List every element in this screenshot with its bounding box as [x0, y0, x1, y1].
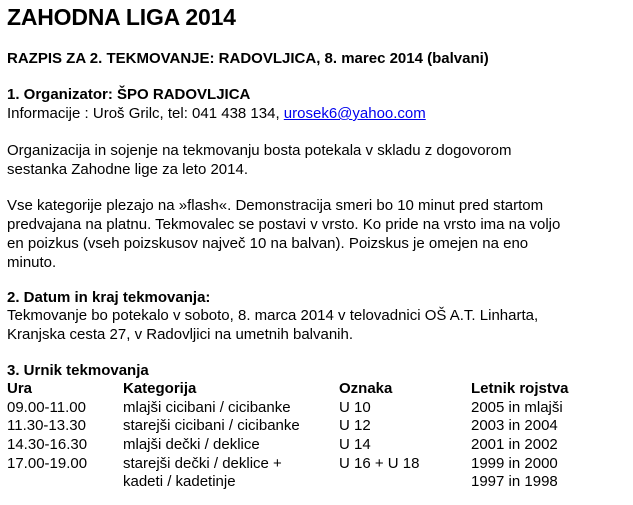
cell-birth-year: 2003 in 2004 — [471, 417, 558, 434]
cell-birth-year: 2005 in mlajši — [471, 399, 563, 416]
paragraph-rules-line-3: en poizkus (vseh poizskusov največ 10 na balvan). Poizskus je omejen na eno — [7, 235, 529, 252]
date-place-line-2: Kranjska cesta 27, v Radovljici na umetnih balvanih. — [7, 326, 354, 343]
section3-heading: 3. Urnik tekmovanja — [7, 362, 149, 379]
cell-time: 17.00-19.00 — [7, 455, 88, 472]
cell-time: 14.30-16.30 — [7, 436, 88, 453]
contact-info-text: Informacije : Uroš Grilc, tel: 041 438 134, — [7, 105, 284, 122]
column-header-birth-year: Letnik rojstva — [471, 380, 569, 397]
cell-category: mlajši cicibani / cicibanke — [123, 399, 291, 416]
cell-code: U 16 + U 18 — [339, 455, 420, 472]
section2-heading: 2. Datum in kraj tekmovanja: — [7, 289, 211, 306]
cell-code: U 10 — [339, 399, 371, 416]
column-header-time: Ura — [7, 380, 33, 397]
section1-heading: 1. Organizator: ŠPO RADOVLJICA — [7, 86, 251, 103]
cell-code: U 14 — [339, 436, 371, 453]
contact-info — [7, 104, 426, 123]
column-header-category: Kategorija — [123, 380, 197, 397]
date-place-line-1: Tekmovanje bo potekalo v soboto, 8. marca 2014 v telovadnici OŠ A.T. Linharta, — [7, 307, 539, 324]
paragraph-rules-line-1: Vse kategorije plezajo na »flash«. Demonstracija smeri bo 10 minut pred startom — [7, 197, 544, 214]
cell-category: starejši cicibani / cicibanke — [123, 417, 300, 434]
cell-birth-year: 1997 in 1998 — [471, 473, 558, 490]
cell-category: mlajši dečki / deklice — [123, 436, 260, 453]
paragraph-organisation-line-2: sestanka Zahodne lige za leto 2014. — [7, 161, 249, 178]
document-title: ZAHODNA LIGA 2014 — [7, 4, 236, 30]
paragraph-rules-line-4: minuto. — [7, 254, 57, 271]
cell-category: starejši dečki / deklice + — [123, 455, 282, 472]
column-header-code: Oznaka — [339, 380, 393, 397]
document-subtitle: RAZPIS ZA 2. TEKMOVANJE: RADOVLJICA, 8. marec 2014 (balvani) — [7, 50, 489, 67]
paragraph-rules-line-2: predvajana na platnu. Tekmovalec se postavi v vrsto. Ko pride na vrsto ima na voljo — [7, 216, 561, 233]
cell-birth-year: 2001 in 2002 — [471, 436, 558, 453]
email-link[interactable]: urosek6@yahoo.com — [283, 105, 426, 122]
paragraph-organisation-line-1: Organizacija in sojenje na tekmovanju bosta potekala v skladu z dogovorom — [7, 142, 512, 159]
cell-birth-year: 1999 in 2000 — [471, 455, 558, 472]
cell-code: U 12 — [339, 417, 371, 434]
cell-time: 09.00-11.00 — [7, 399, 86, 416]
cell-category: kadeti / kadetinje — [123, 473, 236, 490]
cell-time: 11.30-13.30 — [7, 417, 86, 434]
